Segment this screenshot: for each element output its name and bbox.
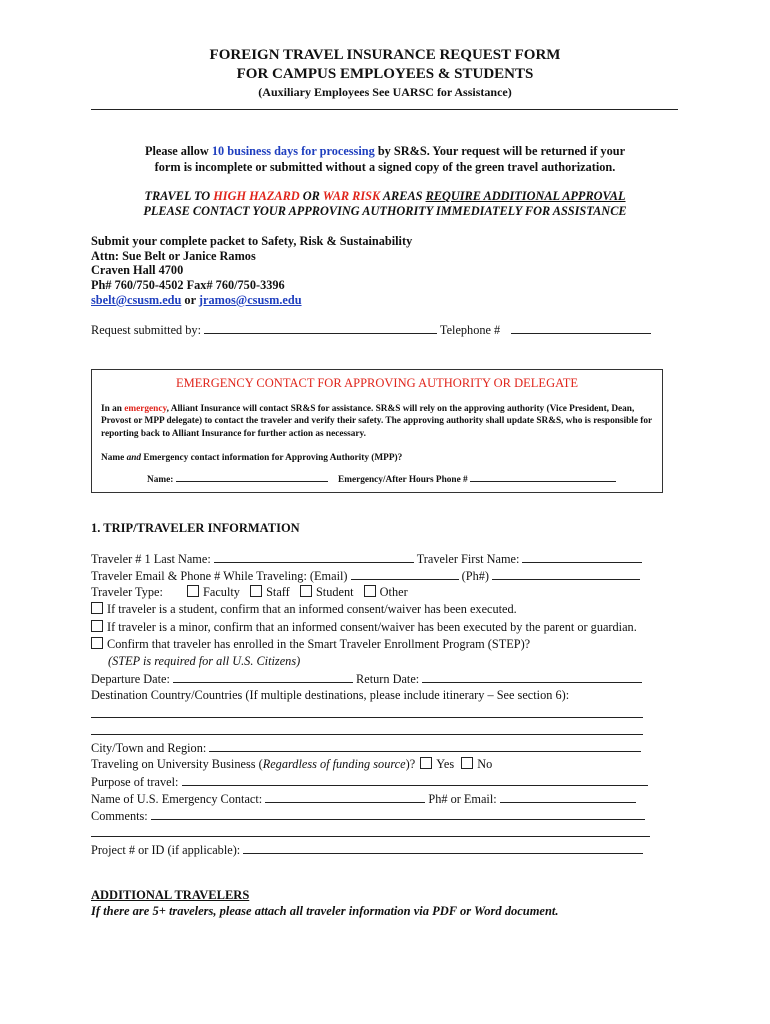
telephone-field[interactable] [511,322,651,334]
step-label: Confirm that traveler has enrolled in the Smart Traveler Enrollment Program (STEP)? [107,637,531,651]
first-name-field[interactable] [522,551,642,563]
war-risk-text: WAR RISK [322,189,381,203]
high-hazard-text: HIGH HAZARD [213,189,300,203]
project-field[interactable] [243,842,643,854]
mpp-phone-field[interactable] [470,472,616,482]
traveler-name-line [91,551,642,567]
mpp-name-field[interactable] [176,472,328,482]
require-approval-text: REQUIRE ADDITIONAL APPROVAL [425,189,626,203]
purpose-line [91,774,648,790]
submit-line2: Attn: Sue Belt or Janice Ramos [91,248,256,263]
minor-consent-label: If traveler is a minor, confirm that an informed consent/waiver has been executed by the parent or guardian. [107,620,637,634]
traveler-type-line [91,585,408,600]
traveler-type-label: Traveler Type: [91,585,163,599]
traveler-email-field[interactable] [351,568,459,580]
return-field[interactable] [422,671,642,683]
business-yes-checkbox[interactable] [420,757,432,769]
submitted-by-field[interactable] [204,322,437,334]
purpose-field[interactable] [182,774,648,786]
city-field[interactable] [209,740,641,752]
faculty-checkbox[interactable] [187,585,199,597]
comments-label: Comments: [91,809,148,823]
header-divider [91,109,678,110]
mpp-phone-label: Emergency/After Hours Phone # [338,475,468,485]
student-consent-line [91,602,517,617]
submit-line4: Ph# 760/750-4502 Fax# 760/750-3396 [91,278,285,293]
city-label: City/Town and Region: [91,741,207,755]
form-title-line2: FOR CAMPUS EMPLOYEES & STUDENTS [236,66,534,82]
us-emergency-contact-line [91,791,636,807]
ph-email-field[interactable] [500,791,636,803]
traveler-contact-line [91,568,640,584]
request-line [91,322,651,338]
notice-line2: form is incomplete or submitted without a signed copy of the green travel authorization. [154,160,616,174]
us-emergency-contact-field[interactable] [265,791,425,803]
destination-label: Destination Country/Countries (If multiple destinations, please include itinerary – See section 6): [91,688,570,702]
staff-label: Staff [266,585,290,599]
emergency-box-title: EMERGENCY CONTACT FOR APPROVING AUTHORITY OR DELEGATE [175,376,579,390]
hazard-notice-line2: PLEASE CONTACT YOUR APPROVING AUTHORITY IMMEDIATELY FOR ASSISTANCE [143,204,627,218]
comments-field-line2[interactable] [91,836,650,837]
traveler-email-label: Traveler Email & Phone # While Traveling: (Email) [91,569,348,583]
step-note: (STEP is required for all U.S. Citizens) [108,654,301,668]
emergency-box-text: In an emergency, Alliant Insurance will contact SR&S for assistance. SR&S will rely on the approving authority (Vice President, Dean, Provost or MPP delegate) to contact the traveler and verify their safety. The approving authority shall update SR&S, who is responsible for reporting back to Alliant Insurance for further action as necessary. [101,404,652,439]
notice-line1: Please allow 10 business days for processing by SR&S. Your request will be returned if your [144,144,626,158]
submitted-by-label: Request submitted by: [91,323,201,337]
first-name-label: Traveler First Name: [416,552,520,566]
business-no-label: No [477,757,493,771]
student-checkbox[interactable] [300,585,312,597]
us-emergency-contact-label: Name of U.S. Emergency Contact: [91,792,263,806]
submit-address-block [91,234,412,308]
business-line: Traveling on University Business (Regardless of funding source)? Yes No [91,757,493,771]
form-title-line1: FOREIGN TRAVEL INSURANCE REQUEST FORM [209,47,561,63]
ph-email-label: Ph# or Email: [428,792,497,806]
processing-days-highlight: 10 business days for processing [211,144,375,158]
mpp-contact-line [147,472,616,485]
project-label: Project # or ID (if applicable): [91,843,241,857]
other-label: Other [379,585,408,599]
mpp-name-label: Name: [147,475,174,485]
form-subtitle: (Auxiliary Employees See UARSC for Assistance) [258,85,512,99]
business-yes-label: Yes [436,757,455,771]
project-line [91,842,643,858]
student-label: Student [315,585,354,599]
purpose-label: Purpose of travel: [91,775,179,789]
dates-line [91,671,642,687]
last-name-label: Traveler # 1 Last Name: [91,552,211,566]
departure-label: Departure Date: [91,672,170,686]
staff-checkbox[interactable] [250,585,262,597]
comments-line [91,808,645,824]
step-line [91,637,530,652]
telephone-label: Telephone # [439,323,501,337]
emergency-contact-box [91,369,663,493]
city-line [91,740,641,756]
email-link-jramos[interactable]: jramos@csusm.edu [198,292,302,307]
departure-field[interactable] [173,671,353,683]
submit-emails: sbelt@csusm.edu or jramos@csusm.edu [91,292,302,307]
traveler-phone-label: (Ph#) [461,569,489,583]
submit-line3: Craven Hall 4700 [91,263,184,278]
destination-field-line2[interactable] [91,734,643,735]
hazard-notice-line1: TRAVEL TO HIGH HAZARD OR WAR RISK AREAS REQUIRE ADDITIONAL APPROVAL [144,189,626,203]
faculty-label: Faculty [203,585,240,599]
submit-line1: Submit your complete packet to Safety, Risk & Sustainability [91,234,413,248]
student-consent-checkbox[interactable] [91,602,103,614]
student-consent-label: If traveler is a student, confirm that an informed consent/waiver has been executed. [107,602,517,616]
email-link-sbelt[interactable]: sbelt@csusm.edu [91,292,182,307]
return-label: Return Date: [356,672,420,686]
additional-travelers-title: ADDITIONAL TRAVELERS [91,888,250,902]
other-checkbox[interactable] [364,585,376,597]
section1-title: 1. TRIP/TRAVELER INFORMATION [91,521,300,535]
last-name-field[interactable] [214,551,414,563]
comments-field[interactable] [151,808,645,820]
step-checkbox[interactable] [91,637,103,649]
traveler-phone-field[interactable] [492,568,640,580]
minor-consent-line [91,620,637,635]
business-no-checkbox[interactable] [461,757,473,769]
destination-field-line1[interactable] [91,717,643,718]
additional-travelers-note: If there are 5+ travelers, please attach all traveler information via PDF or Word document. [91,904,559,918]
mpp-question: Name and Emergency contact information for Approving Authority (MPP)? [101,453,403,463]
minor-consent-checkbox[interactable] [91,620,103,632]
